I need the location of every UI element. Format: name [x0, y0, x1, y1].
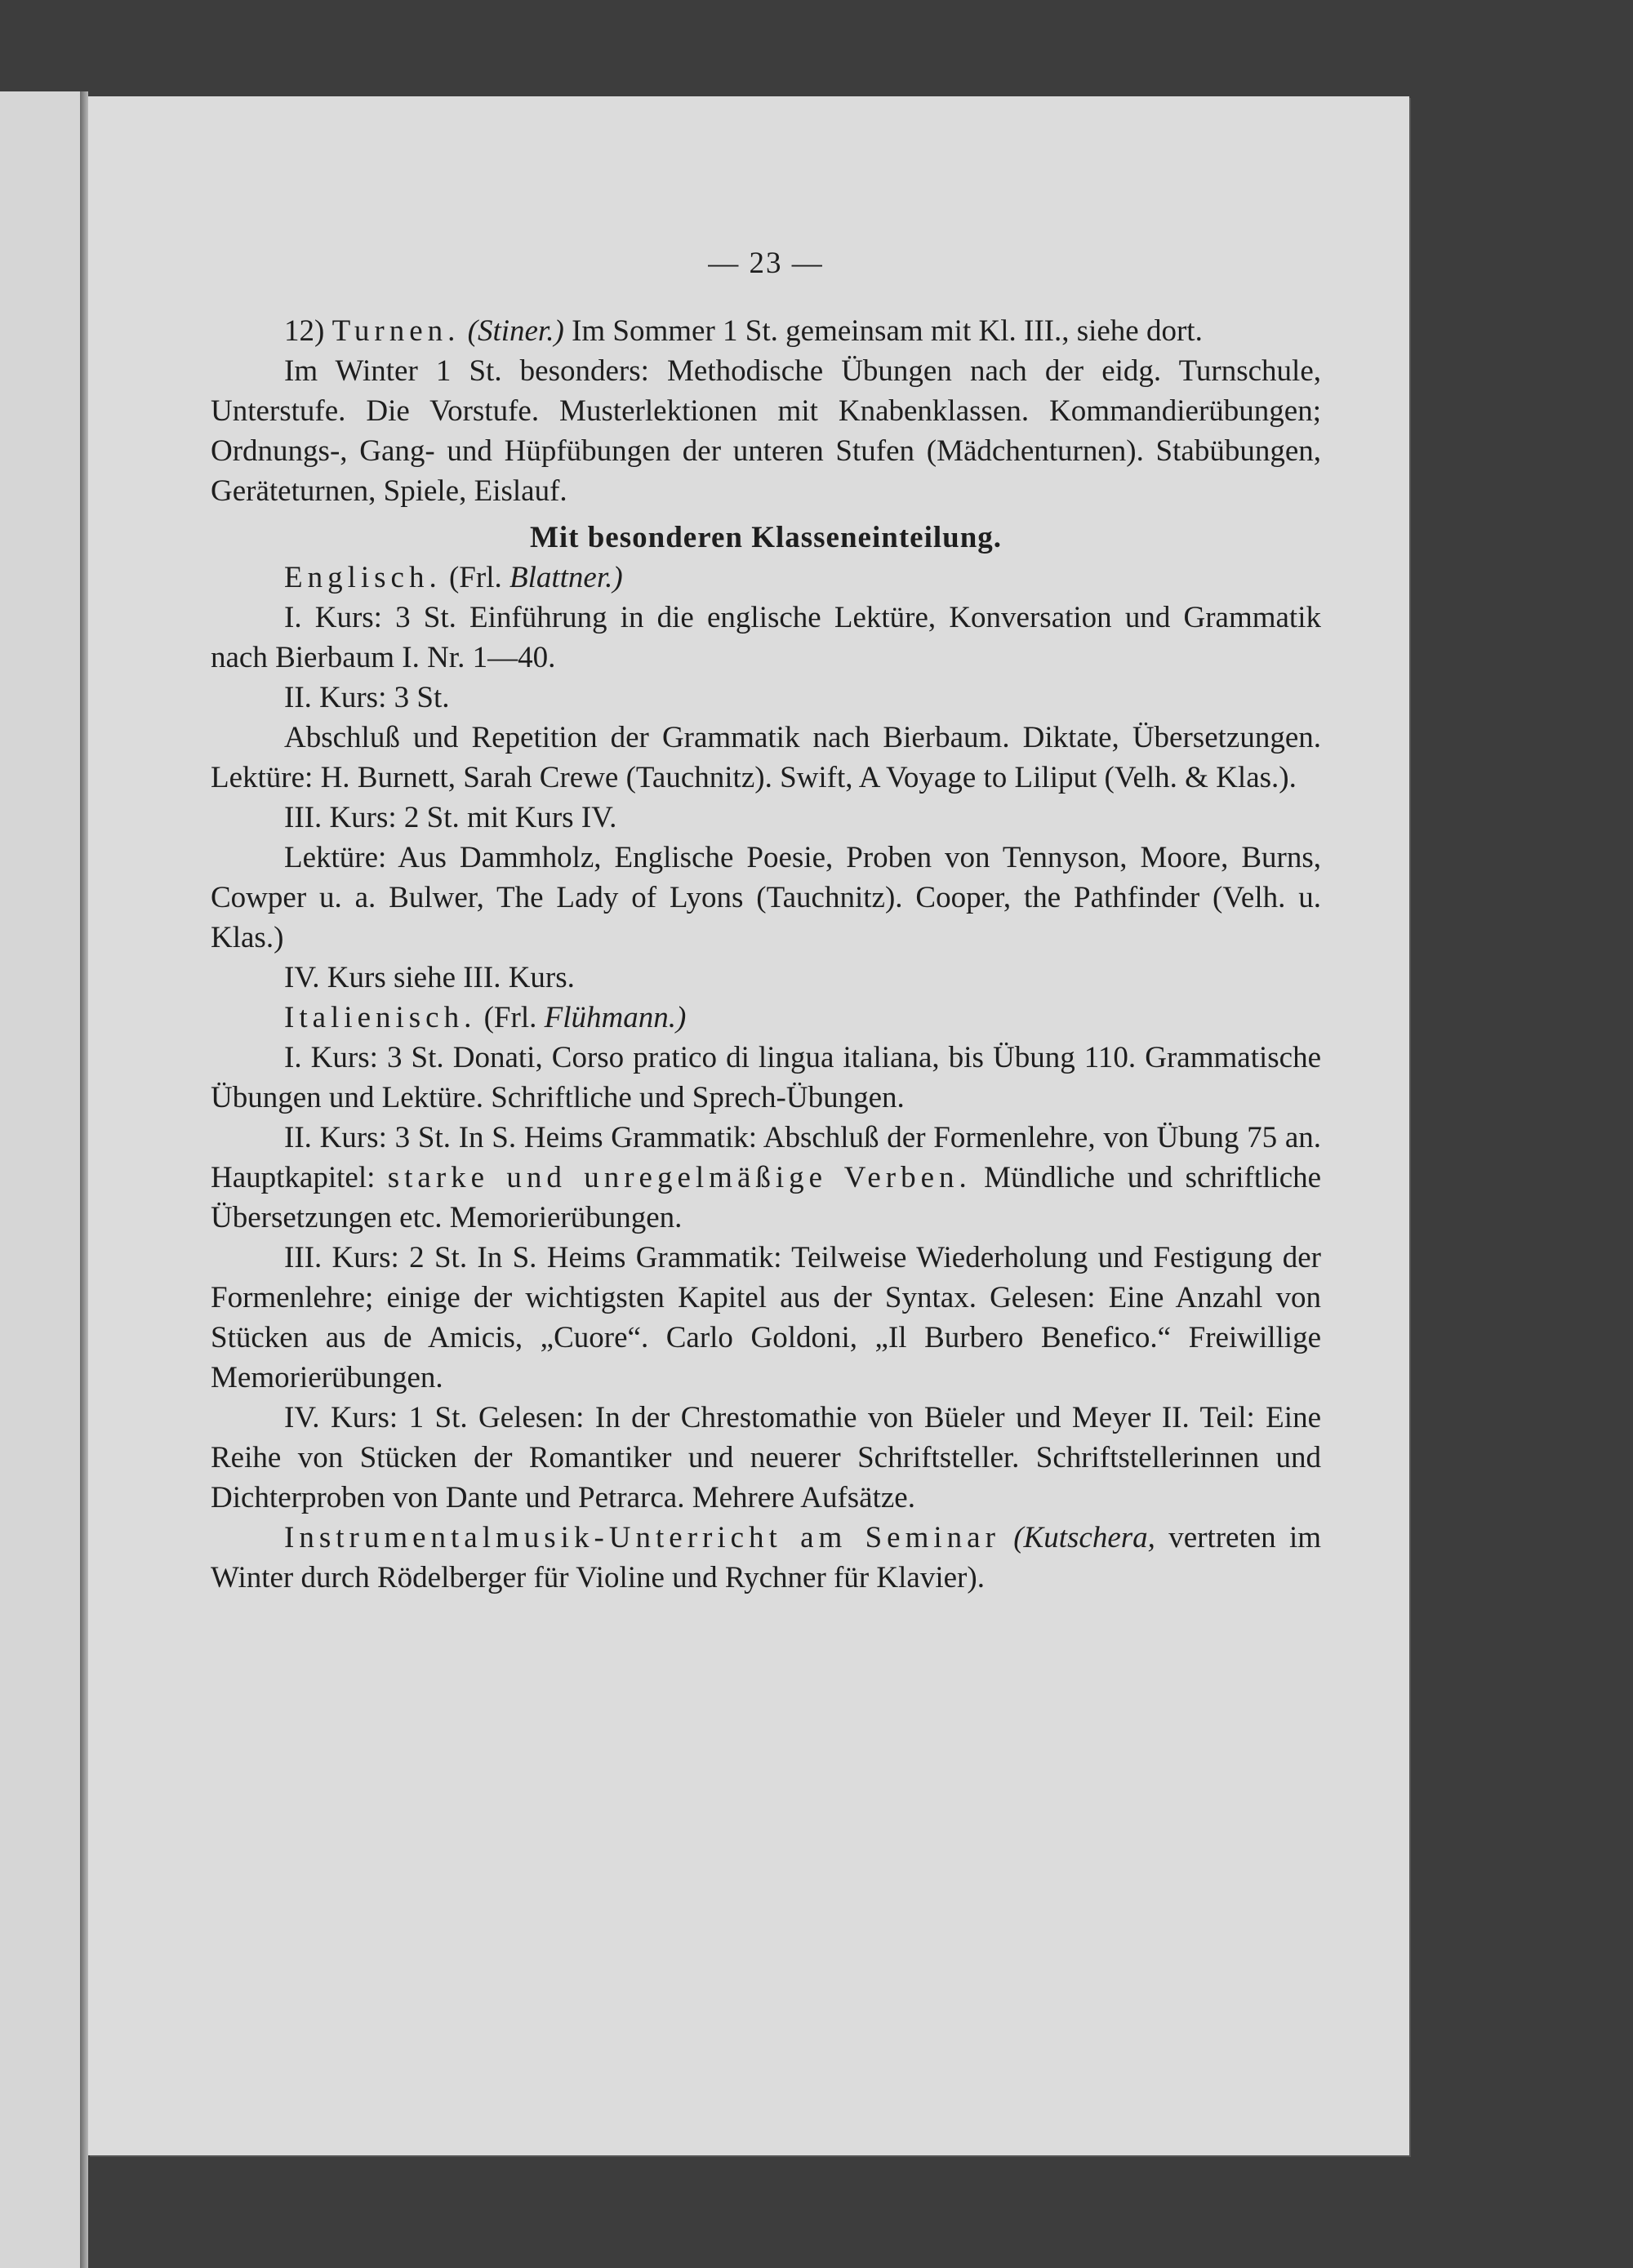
englisch-teacher-name: Blattner.)	[509, 561, 623, 594]
book-gutter	[80, 91, 88, 2268]
instrumental-paragraph	[211, 1518, 1321, 1598]
turnen-text-1: Im Sommer 1 St. gemeinsam mit Kl. III., siehe dort.	[572, 314, 1203, 348]
italienisch-kurs-2	[211, 1118, 1321, 1238]
document-page	[88, 96, 1409, 2155]
italienisch-kurs-2-rest: Mündliche und schriftliche Übersetzungen etc. Memorierübungen.	[211, 1161, 1322, 1234]
turnen-paragraph	[211, 311, 1321, 351]
englisch-kurs-1: I. Kurs: 3 St. Einführung in die englische Lektüre, Konversation und Grammatik nach Bierbaum I. Nr. 1—40.	[211, 601, 1321, 674]
turnen-title: Turnen.	[331, 314, 461, 348]
instrumental-title: Instrumentalmusik-Unterricht am Seminar	[284, 1521, 1000, 1554]
turnen-number: 12)	[284, 314, 325, 348]
italienisch-kurs-2-emphasis: starke und unregelmäßige Verben.	[387, 1161, 972, 1194]
englisch-teacher-prefix: (Frl.	[448, 561, 502, 594]
instrumental-teacher: (Kutschera,	[1013, 1521, 1155, 1554]
italienisch-kurs-3: III. Kurs: 2 St. In S. Heims Grammatik: Teilweise Wiederholung und Festigung der Formenlehre; einige der wichtigsten Kapitel aus der Syntax. Gelesen: Eine Anzahl von Stücken aus de Amicis, „Cuore“. Carlo Goldoni, „Il Burbero Benefico.“ Freiwillige Memorierübungen.	[211, 1241, 1321, 1394]
page-number: — 23 —	[708, 247, 824, 280]
italienisch-kurs-1: I. Kurs: 3 St. Donati, Corso pratico di lingua italiana, bis Übung 110. Grammatische Übungen und Lektüre. Schriftliche und Sprech-Übungen.	[211, 1041, 1321, 1114]
turnen-teacher: (Stiner.)	[467, 314, 564, 348]
italienisch-teacher-prefix: (Frl.	[483, 1001, 537, 1034]
englisch-title: Englisch.	[284, 561, 442, 594]
turnen-winter-paragraph: Im Winter 1 St. besonders: Methodische Übungen nach der eidg. Turnschule, Unterstufe. Die Vorstufe. Musterlektionen mit Knabenklassen. Kommandierübungen; Ordnungs-, Gang- und Hüpfübungen der unteren Stufen (Mädchenturnen). Stabübungen, Geräteturnen, Spiele, Eislauf.	[211, 354, 1321, 508]
section-heading: Mit besonderen Klasseneinteilung.	[529, 521, 1003, 554]
page-text	[211, 243, 1321, 1598]
englisch-kurs-3-heading: III. Kurs: 2 St. mit Kurs IV.	[284, 801, 617, 834]
facing-page-edge	[0, 91, 82, 2268]
englisch-heading	[211, 558, 1321, 598]
englisch-kurs-2: Abschluß und Repetition der Grammatik nach Bierbaum. Diktate, Übersetzungen. Lektüre: H. Burnett, Sarah Crewe (Tauchnitz). Swift, A Voyage to Liliput (Velh. & Klas.).	[211, 721, 1321, 794]
italienisch-kurs-2-text: II. Kurs: 3 St. In S. Heims Grammatik: Abschluß der Formenlehre, von Übung 75 an. Hauptkapitel:	[211, 1121, 1321, 1194]
instrumental-text: vertreten im Winter durch Rödelberger für Violine und Rychner für Klavier).	[211, 1521, 1322, 1594]
englisch-kurs-3: Lektüre: Aus Dammholz, Englische Poesie, Proben von Tennyson, Moore, Burns, Cowper u. a. Bulwer, The Lady of Lyons (Tauchnitz). Cooper, the Pathfinder (Velh. u. Klas.)	[211, 841, 1321, 954]
italienisch-title: Italienisch.	[284, 1001, 477, 1034]
englisch-kurs-4: IV. Kurs siehe III. Kurs.	[284, 961, 575, 994]
italienisch-kurs-4: IV. Kurs: 1 St. Gelesen: In der Chrestomathie von Büeler und Meyer II. Teil: Eine Reihe von Stücken der Romantiker und neuerer Schriftsteller. Schriftstellerinnen und Dichterproben von Dante und Petrarca. Mehrere Aufsätze.	[211, 1401, 1321, 1514]
italienisch-heading	[211, 998, 1321, 1038]
italienisch-teacher-name: Flühmann.)	[544, 1001, 687, 1034]
englisch-kurs-2-heading: II. Kurs: 3 St.	[284, 681, 450, 714]
